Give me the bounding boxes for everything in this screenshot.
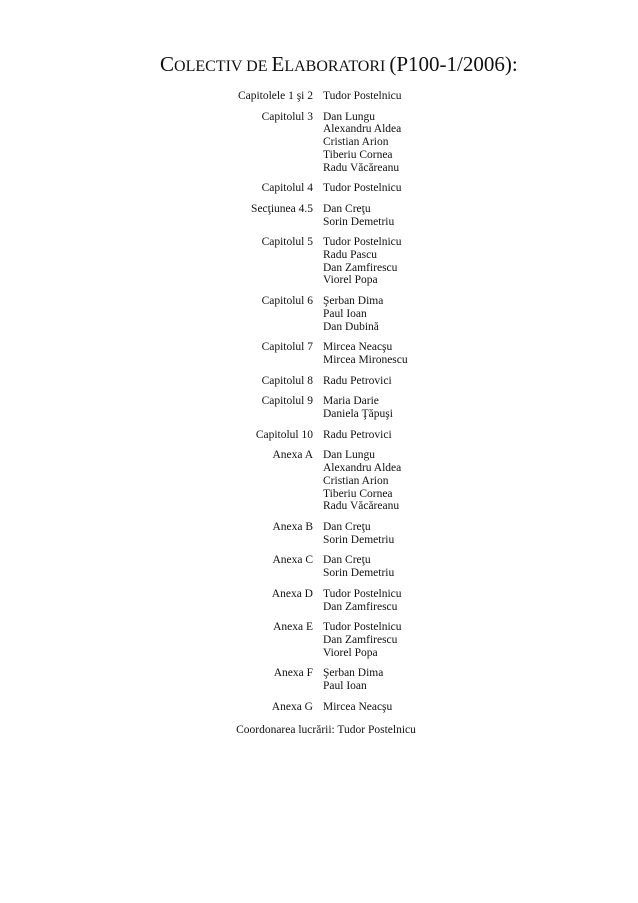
title-initial-e: E bbox=[271, 52, 285, 76]
section-label: Anexa C bbox=[272, 554, 313, 567]
author-name: Sorin Demetriu bbox=[323, 567, 395, 580]
section-label: Capitolele 1 şi 2 bbox=[237, 90, 313, 102]
author-name: Paul Ioan bbox=[323, 307, 367, 320]
coordination-line: Coordonarea lucrării: Tudor Postelnicu bbox=[236, 724, 416, 736]
author-name: Mircea Neacşu bbox=[323, 700, 393, 713]
author-name: Daniela Ţăpuşi bbox=[323, 408, 393, 421]
author-name: Maria Darie bbox=[323, 395, 379, 408]
author-list bbox=[323, 429, 392, 442]
author-name: Cristian Arion bbox=[323, 474, 389, 487]
author-list bbox=[323, 236, 402, 287]
author-name: Radu Petrovici bbox=[323, 374, 392, 387]
credit-row bbox=[0, 621, 638, 659]
author-name: Dan Creţu bbox=[323, 202, 371, 215]
credit-row bbox=[0, 295, 638, 333]
author-list bbox=[323, 449, 401, 513]
title-word-colectiv: OLECTIV DE bbox=[174, 58, 272, 75]
author-name: Sorin Demetriu bbox=[323, 215, 395, 228]
author-name: Tudor Postelnicu bbox=[323, 587, 402, 600]
author-name: Tudor Postelnicu bbox=[323, 236, 402, 249]
title-initial-c: C bbox=[160, 52, 175, 76]
section-label: Capitolul 8 bbox=[261, 374, 313, 387]
credit-row bbox=[0, 554, 638, 579]
author-name: Tiberiu Cornea bbox=[323, 148, 393, 161]
author-name: Şerban Dima bbox=[323, 295, 384, 308]
author-list bbox=[323, 395, 393, 420]
title-code: (P100-1/2006): bbox=[389, 52, 518, 76]
author-name: Tiberiu Cornea bbox=[323, 487, 393, 500]
author-name: Viorel Popa bbox=[323, 274, 378, 287]
credit-row bbox=[0, 667, 638, 692]
section-label: Capitolul 7 bbox=[261, 341, 313, 354]
credit-row bbox=[0, 182, 638, 195]
author-list bbox=[323, 375, 392, 388]
credit-row bbox=[0, 236, 638, 287]
author-name: Dan Dubină bbox=[323, 320, 379, 333]
author-name: Dan Lungu bbox=[323, 449, 376, 462]
section-label: Anexa G bbox=[271, 700, 313, 713]
author-name: Dan Zamfirescu bbox=[323, 633, 398, 646]
author-name: Radu Văcăreanu bbox=[323, 161, 400, 174]
author-list bbox=[323, 621, 402, 659]
credit-row bbox=[0, 429, 638, 442]
author-name: Dan Lungu bbox=[323, 110, 376, 123]
author-name: Dan Creţu bbox=[323, 554, 371, 567]
author-name: Radu Văcăreanu bbox=[323, 500, 400, 513]
author-name: Mircea Neacşu bbox=[323, 341, 393, 354]
section-label: Anexa E bbox=[273, 621, 313, 634]
author-list bbox=[323, 667, 383, 692]
author-list bbox=[323, 554, 394, 579]
credit-row bbox=[0, 588, 638, 613]
author-name: Dan Creţu bbox=[323, 520, 371, 533]
author-name: Alexandru Aldea bbox=[323, 462, 402, 475]
credit-row bbox=[0, 203, 638, 228]
author-list bbox=[323, 701, 392, 714]
credit-row bbox=[0, 395, 638, 420]
author-list bbox=[323, 588, 402, 613]
author-name: Tudor Postelnicu bbox=[323, 90, 402, 102]
author-name: Tudor Postelnicu bbox=[323, 621, 402, 634]
author-name: Şerban Dima bbox=[323, 667, 384, 680]
page-title bbox=[160, 52, 518, 77]
author-name: Tudor Postelnicu bbox=[323, 182, 402, 195]
author-name: Cristian Arion bbox=[323, 136, 389, 149]
author-list bbox=[323, 90, 402, 103]
author-list bbox=[323, 521, 394, 546]
credit-row bbox=[0, 341, 638, 366]
author-name: Paul Ioan bbox=[323, 680, 367, 693]
author-list bbox=[323, 203, 394, 228]
author-list bbox=[323, 341, 408, 366]
section-label: Capitolul 9 bbox=[261, 395, 313, 408]
section-label: Anexa D bbox=[271, 587, 313, 600]
author-list bbox=[323, 295, 383, 333]
author-name: Alexandru Aldea bbox=[323, 123, 402, 136]
credit-row bbox=[0, 521, 638, 546]
section-label: Capitolul 4 bbox=[261, 182, 313, 195]
section-label: Anexa A bbox=[272, 449, 313, 462]
author-list bbox=[323, 182, 402, 195]
section-label: Anexa F bbox=[273, 667, 313, 680]
section-label: Capitolul 3 bbox=[261, 110, 313, 123]
credit-row bbox=[0, 375, 638, 388]
section-label: Capitolul 10 bbox=[255, 428, 313, 441]
author-list bbox=[323, 111, 401, 175]
credit-row bbox=[0, 90, 638, 103]
author-name: Dan Zamfirescu bbox=[323, 261, 398, 274]
section-label: Capitolul 6 bbox=[261, 295, 313, 308]
author-name: Radu Pascu bbox=[323, 249, 377, 262]
title-word-elaboratori: LABORATORI bbox=[284, 58, 390, 75]
author-name: Mircea Mironescu bbox=[323, 353, 408, 366]
author-name: Dan Zamfirescu bbox=[323, 600, 398, 613]
credit-row bbox=[0, 449, 638, 513]
author-name: Sorin Demetriu bbox=[323, 533, 395, 546]
author-name: Viorel Popa bbox=[323, 646, 378, 659]
section-label: Anexa B bbox=[272, 520, 313, 533]
credit-row bbox=[0, 111, 638, 175]
credits-list bbox=[0, 90, 638, 721]
section-label: Capitolul 5 bbox=[261, 236, 313, 249]
author-name: Radu Petrovici bbox=[323, 428, 392, 441]
credit-row bbox=[0, 701, 638, 714]
section-label: Secţiunea 4.5 bbox=[251, 202, 313, 215]
